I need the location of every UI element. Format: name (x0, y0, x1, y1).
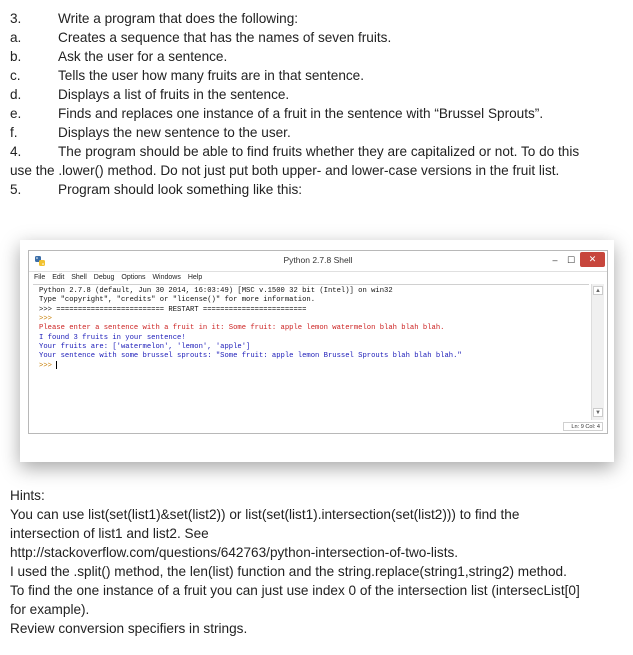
hint-line: To find the one instance of a fruit you can just use index 0 of the intersection list (intersecList[0] (10, 583, 580, 598)
instruction-number: 5. (10, 182, 22, 197)
hint-line: You can use list(set(list1)&set(list2)) or list(set(list1).intersection(set(list2))) to find the (10, 507, 520, 522)
instruction-text: Displays a list of fruits in the sentence. (58, 87, 290, 102)
menu-bar (29, 272, 607, 283)
shell-line-text: Type "copyright", "credits" or "license()" for more information. (39, 296, 316, 305)
shell-line (39, 306, 306, 315)
hint-line: I used the .split() method, the len(list) function and the string.replace(string1,string2) method. (10, 564, 567, 579)
instruction-number: a. (10, 30, 22, 45)
instruction-number: e. (10, 106, 22, 121)
shell-line (39, 296, 315, 305)
scroll-down-arrow-icon[interactable]: ▼ (593, 408, 603, 417)
hint-line: intersection of list1 and list2. See (10, 526, 209, 541)
cursor-position-status: Ln: 9 Col: 4 (563, 422, 603, 431)
menu-debug[interactable]: Debug (93, 274, 115, 281)
vertical-scrollbar[interactable] (591, 284, 604, 420)
shell-line (39, 287, 393, 296)
shell-line (39, 315, 52, 324)
shell-line-text: I found 3 fruits in your sentence! (39, 333, 186, 342)
shell-line-text: Please enter a sentence with a fruit in it: Some fruit: apple lemon watermelon blah blah blah. (39, 324, 445, 333)
hint-link[interactable]: http://stackoverflow.com/questions/642763/python-intersection-of-two-lists. (10, 545, 459, 560)
shell-prompt-line (39, 361, 57, 371)
shell-line (39, 334, 186, 343)
shell-line (39, 324, 444, 333)
instruction-4-continuation: use the .lower() method. Do not just put both upper- and lower-case versions in the fruit list. (10, 163, 560, 178)
instruction-text: Displays the new sentence to the user. (58, 125, 291, 140)
text-cursor (56, 361, 57, 369)
instruction-text: Creates a sequence that has the names of seven fruits. (58, 30, 392, 45)
instruction-number: b. (10, 49, 22, 64)
shell-line (39, 343, 250, 352)
instruction-text: Program should look something like this: (58, 182, 303, 197)
instruction-text: Ask the user for a sentence. (58, 49, 228, 64)
hint-line: for example). (10, 602, 90, 617)
menu-windows[interactable]: Windows (152, 274, 181, 281)
shell-line-text: Your fruits are: ['watermelon', 'lemon', 'apple'] (39, 342, 251, 351)
minimize-button[interactable]: – (552, 255, 558, 265)
menu-edit[interactable]: Edit (52, 274, 65, 281)
scroll-up-arrow-icon[interactable]: ▲ (593, 286, 603, 295)
shell-output[interactable] (33, 284, 589, 421)
instruction-number: 4. (10, 144, 22, 159)
hint-line: Review conversion specifiers in strings. (10, 621, 248, 636)
shell-line (39, 352, 462, 361)
shell-line-text: >>> (39, 362, 57, 371)
shell-line-text: >>> ========================= RESTART ======================== (39, 305, 307, 314)
menu-file[interactable]: File (34, 274, 46, 281)
instruction-text: Write a program that does the following: (58, 11, 299, 26)
window-titlebar (29, 251, 607, 272)
shell-line-text: >>> (39, 314, 52, 323)
instruction-text: The program should be able to find fruits whether they are capitalized or not. To do this (58, 144, 580, 159)
hints-heading: Hints: (10, 488, 45, 503)
close-button[interactable]: ✕ (580, 252, 605, 267)
instruction-number: 3. (10, 11, 22, 26)
menu-help[interactable]: Help (187, 274, 203, 281)
instruction-number: f. (10, 125, 18, 140)
window-title: Python 2.7.8 Shell (283, 255, 353, 265)
instruction-text: Finds and replaces one instance of a fruit in the sentence with “Brussel Sprouts”. (58, 106, 544, 121)
maximize-button[interactable]: ☐ (566, 255, 576, 265)
shell-line-text: Python 2.7.8 (default, Jun 30 2014, 16:03:49) [MSC v.1500 32 bit (Intel)] on win32 (39, 287, 393, 295)
instruction-text: Tells the user how many fruits are in that sentence. (58, 68, 365, 83)
menu-options[interactable]: Options (121, 274, 146, 281)
python-shell-window (28, 250, 608, 434)
instruction-number: c. (10, 68, 21, 83)
shell-line-text: Your sentence with some brussel sprouts: "Some fruit: apple lemon Brussel Sprouts blah blah blah." (39, 352, 462, 361)
instruction-number: d. (10, 87, 22, 102)
menu-shell[interactable]: Shell (71, 274, 87, 281)
